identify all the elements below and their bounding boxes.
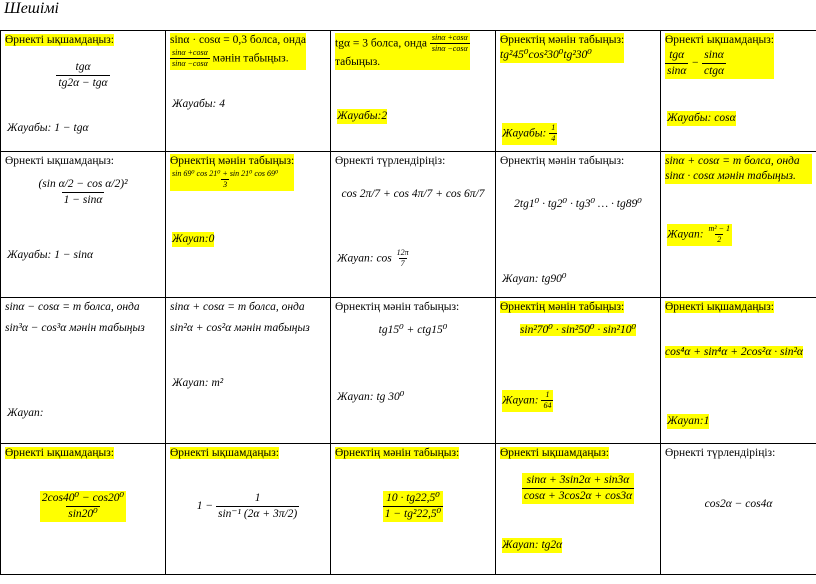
task-cell [166,298,331,444]
task-label: Өрнекті ықшамдаңыз: [500,447,609,459]
task-label: Өрнектің мәнін табыңыз: [500,155,625,167]
answer: Жауап: $\frac{\text{m² − 1}}{2}$ [667,224,731,245]
task-label: Өрнекті ықшамдаңыз: [5,155,114,167]
formula: $\frac{\text{sin 69⁰ cos 21⁰ + sin 21⁰ cos 69⁰}}{3}$ [172,168,279,190]
task-tail: мәнін табыңыз. [212,52,289,65]
task-cell [331,152,496,298]
task-cell [331,298,496,444]
task-condition: sinα + cosα = m болса, онда [170,301,305,313]
answer: Жауап: tg2α [502,539,563,551]
answer: Жауабы: 1 − sinα [7,249,93,261]
task-cell [1,152,166,298]
task-label: Өрнектің мәнін табыңыз: [335,301,460,313]
task-label: Өрнекті ықшамдаңыз: [665,34,774,46]
answer: Жауабы: 1 − tgα [7,122,89,134]
task-label: Өрнектің мәнін табыңыз: [500,34,625,46]
task-cell [661,444,816,575]
task-condition: sinα + cosα = m болса, онда sinα · cosα мәнін табыңыз. [665,154,812,184]
task-cell [661,298,816,444]
task-condition: tgα = 3 болса, онда [335,37,427,50]
task-label: Өрнектің мәнін табыңыз: [170,155,295,167]
answer: Жауап: cos $\frac{12\pi}{7}$ [337,248,409,269]
answer: Жауабы:2 [337,110,388,122]
formula: tg15⁰ + ctg15⁰ [378,323,448,336]
task-cell [166,152,331,298]
formula: cos⁴α + sin⁴α + 2cos²α · sin²α [665,345,803,358]
formula: sin²70⁰ · sin²50⁰ · sin²10⁰ [519,323,637,336]
formula: $\frac{\sin\alpha +\cos\alpha}{\sin\alpha -\cos\alpha}$ [172,47,208,69]
answer: Жауап: [7,407,44,419]
task-label: Өрнекті ықшамдаңыз: [665,301,774,313]
task-cell [1,31,166,152]
task-label: Өрнекті түрлендіріңіз: [665,447,776,459]
task-label: Өрнекті ықшамдаңыз: [5,34,114,46]
formula: $\frac{\text{2cos40⁰ − cos20⁰}}{\text{sin20⁰}}$ [41,491,125,520]
answer: Жауабы: $\frac{1}{4}$ [502,123,556,144]
task-cell [1,298,166,444]
task-cell [331,31,496,152]
task-condition: sinα − cosα = m болса, онда [5,301,140,313]
tasks-table [0,30,816,575]
task-cell: Өрнекті ықшамдаңыз: 1 − $\frac{1}{\text{sin⁻¹ (2α + 3π/2)}}$ [166,444,331,575]
answer: Жауап:1 [667,415,710,427]
formula: $\frac{\text{tgα}}{\text{tg2α − tgα}}$ [58,60,108,89]
task-label: Өрнектің мәнін табыңыз: [500,301,625,313]
answer: Жауабы: 4 [172,98,226,110]
page-title: Шешімі [4,0,59,17]
answer: Жауабы: cosα [667,112,736,124]
answer: Жауап:0 [172,233,215,245]
task-label: Өрнекті түрлендіріңіз: [335,155,446,167]
task-label: Өрнектің мәнін табыңыз: [335,447,460,459]
task-label: Өрнекті ықшамдаңыз: [5,447,114,459]
formula: sin³α − cos³α мәнін табыңыз [5,321,145,334]
task-cell [166,31,331,152]
task-cell [1,444,166,575]
answer: Жауап: tg 30⁰ [337,391,405,403]
formula: tg²45⁰cos²30⁰tg²30⁰ [500,48,592,61]
formula: sin²α + cos²α мәнін табыңыз [170,321,310,334]
formula: $\frac{\sin\alpha +\cos\alpha}{\sin\alpha -\cos\alpha}$ [431,33,468,54]
table-row [1,31,816,152]
task-cell [496,298,661,444]
task-tail: табыңыз. [335,55,381,68]
task-cell [496,31,661,152]
answer: Жауап: tg90⁰ [502,273,567,285]
answer: Жауап: m² [172,377,224,389]
formula: $\frac{\text{(sin α/2 − cos α/2)²}}{1 - \sin\alpha}$ [38,177,128,206]
table-row [1,298,816,444]
task-cell [331,444,496,575]
task-cell [496,152,661,298]
task-cell: Өрнекті ықшамдаңыз: $\frac{\text{tgα}}{\sin\alpha}$ − $\frac{\sin\alpha}{\text{ctgα}}$ Жауабы: cosα [661,31,816,152]
task-label: Өрнекті ықшамдаңыз: [170,447,279,459]
task-cell [496,444,661,575]
formula: cos 2π/7 + cos 4π/7 + cos 6π/7 [341,187,485,200]
formula: $\frac{\sin\alpha + 3\sin 2\alpha + \sin 3\alpha}{\cos\alpha + 3\cos 2\alpha + \cos 3\alpha}$ [523,473,633,502]
formula: cos2α − cos4α [704,497,773,510]
task-condition: sinα · cosα = 0,3 болса, онда [170,34,307,46]
formula: $\frac{1}{\text{sin⁻¹ (2α + 3π/2)}}$ [218,491,298,520]
table-row [1,444,816,575]
formula: $\frac{\text{tgα}}{\sin\alpha}$ [667,48,687,77]
task-cell [661,152,816,298]
formula: 2tg1⁰ · tg2⁰ · tg3⁰ … · tg89⁰ [514,197,642,210]
formula: $\frac{\text{10 · tg22,5⁰}}{\text{1 − tg²22,5⁰}}$ [384,491,442,520]
answer: Жауап: $\frac{1}{64}$ [502,390,552,411]
table-row [1,152,816,298]
